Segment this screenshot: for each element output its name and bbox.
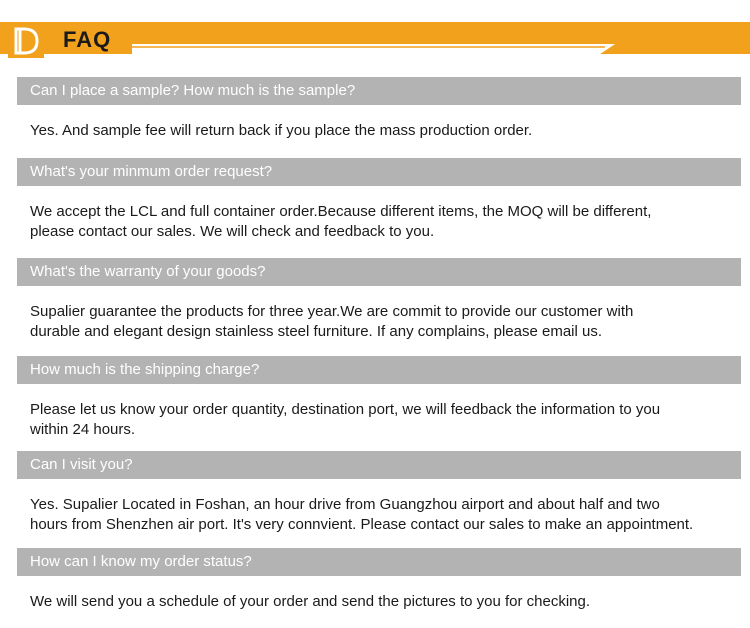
faq-question: Can I visit you?: [17, 451, 741, 479]
faq-answer: Yes. Supalier Located in Foshan, an hour drive from Guangzhou airport and about half and two hours from Shenzhen air port. It's very connvient. Please contact our sales to make an appointment.: [30, 496, 694, 533]
header-banner: [0, 0, 750, 64]
faq-answer: Please let us know your order quantity, destination port, we will feedback the information to you within 24 hours.: [30, 401, 661, 438]
faq-header: [0, 0, 750, 64]
logo-icon: [8, 24, 44, 58]
faq-answer: Supalier guarantee the products for three year.We are commit to provide our customer with durable and elegant design stainless steel furniture. If any complains, please email us.: [30, 303, 634, 340]
faq-question: Can I place a sample? How much is the sample?: [17, 77, 741, 105]
faq-question: How much is the shipping charge?: [17, 356, 741, 384]
page-title: FAQ: [63, 27, 112, 52]
faq-question: What's the warranty of your goods?: [17, 258, 741, 286]
faq-answer: We accept the LCL and full container order.Because different items, the MOQ will be different, please contact our sales. We will check and feedback to you.: [30, 203, 652, 240]
faq-question: What's your minmum order request?: [17, 158, 741, 186]
faq-question: How can I know my order status?: [17, 548, 741, 576]
faq-answer: We will send you a schedule of your order and send the pictures to you for checking.: [30, 593, 591, 610]
faq-answer: Yes. And sample fee will return back if you place the mass production order.: [30, 122, 533, 139]
